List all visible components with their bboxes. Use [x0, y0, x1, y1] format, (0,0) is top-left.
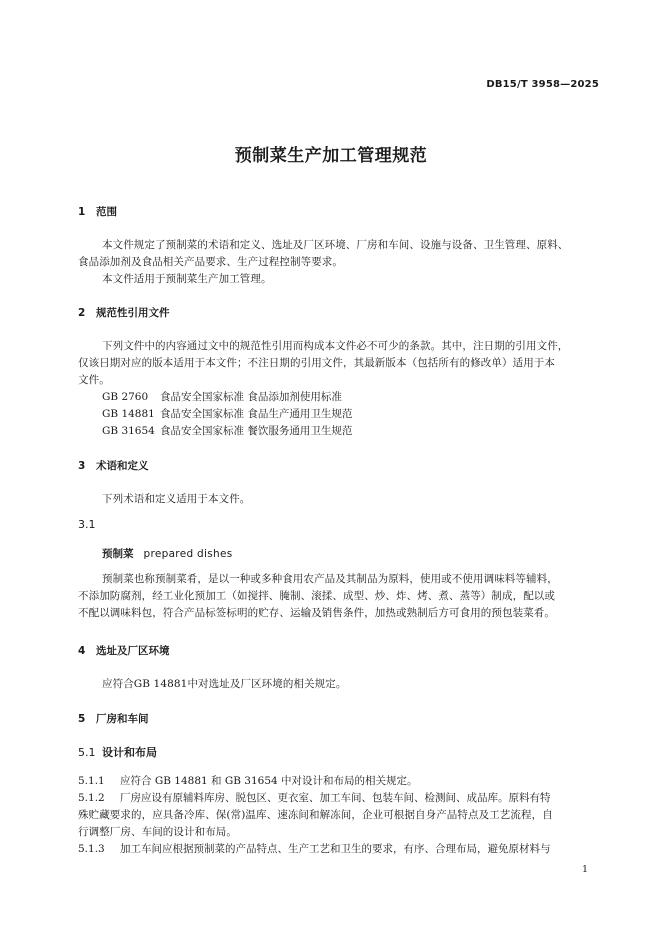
page-number: 1	[582, 864, 589, 875]
section-title: 规范性引用文件	[96, 307, 170, 319]
paragraph-line: 下列文件中的内容通过文中的规范性引用而构成本文件必不可少的条款。其中，注日期的引用文件，	[102, 340, 569, 352]
section-1-heading	[78, 204, 117, 219]
clause-text: 应符合 GB 14881 和 GB 31654 中对设计和布局的相关规定。	[120, 775, 418, 787]
paragraph-line: 本文件适用于预制菜生产加工管理。	[102, 273, 272, 285]
clause-5-1-1	[78, 773, 418, 788]
section-4-heading	[78, 643, 170, 658]
term-number: 3.1	[78, 518, 96, 531]
paragraph-line: 殊贮藏要求的，应具备冷库、保(常)温库、速冻间和解冻间，企业可根据自身产品特点及工艺流程，自	[78, 809, 553, 821]
term-name-en: prepared dishes	[143, 548, 233, 560]
term-name-cn: 预制菜	[102, 548, 134, 560]
paragraph-line: 下列术语和定义适用于本文件。	[102, 493, 251, 505]
paragraph-line: 不添加防腐剂，经工业化预加工（如搅拌、腌制、滚揉、成型、炒、炸、烤、煮、蒸等）制成，配以或	[78, 590, 555, 602]
subsection-title: 设计和布局	[102, 746, 157, 759]
term-entry	[102, 546, 233, 561]
document-title: 预制菜生产加工管理规范	[234, 146, 428, 166]
clause-text: 加工车间应根据预制菜的产品特点、生产工艺和卫生的要求，有序、合理布局，避免原材料与	[120, 843, 551, 855]
reference-item	[102, 423, 352, 438]
section-5-heading	[78, 711, 149, 726]
paragraph-line: 行调整厂房、车间的设计和布局。	[78, 826, 237, 838]
subsection-5-1-heading	[78, 744, 157, 760]
reference-title: 食品安全国家标准 食品添加剂使用标准	[160, 391, 342, 403]
clause-number: 5.1.2	[78, 792, 105, 804]
paragraph-line: 预制菜也称预制菜肴，是以一种或多种食用农产品及其制品为原料，使用或不使用调味料等辅料，	[102, 573, 558, 585]
section-number: 2	[78, 307, 86, 319]
clause-text: 厂房应设有原辅料库房、脱包区、更衣室、加工车间、包装车间、检测间、成品库。原料有特	[120, 792, 551, 804]
section-title: 厂房和车间	[96, 713, 149, 725]
section-title: 选址及厂区环境	[96, 645, 170, 657]
section-2-heading	[78, 305, 170, 320]
reference-code: GB 14881	[102, 408, 155, 420]
clause-5-1-3	[78, 841, 551, 856]
reference-code: GB 2760	[102, 391, 149, 403]
section-number: 5	[78, 713, 86, 725]
clause-5-1-2	[78, 790, 551, 805]
paragraph-line: 仅该日期对应的版本适用于本文件；不注日期的引用文件，其最新版本（包括所有的修改单）适用于本	[78, 357, 555, 369]
reference-title: 食品安全国家标准 食品生产通用卫生规范	[160, 408, 353, 420]
paragraph-line: 不配以调味料包，符合产品标签标明的贮存、运输及销售条件，加热或熟制后方可食用的预包装菜肴。	[78, 607, 555, 619]
reference-code: GB 31654	[102, 425, 155, 437]
section-number: 3	[78, 460, 86, 472]
clause-number: 5.1.1	[78, 775, 105, 787]
paragraph-line: 文件。	[78, 374, 110, 386]
section-number: 1	[78, 206, 86, 218]
subsection-number: 5.1	[78, 746, 96, 759]
section-3-heading	[78, 458, 149, 473]
clause-number: 5.1.3	[78, 843, 105, 855]
reference-title: 食品安全国家标准 餐饮服务通用卫生规范	[160, 425, 353, 437]
reference-item	[102, 389, 342, 404]
paragraph-line: 应符合GB 14881中对选址及厂区环境的相关规定。	[102, 678, 347, 690]
paragraph-line: 食品添加剂及食品相关产品要求、生产过程控制等要求。	[78, 256, 343, 268]
section-number: 4	[78, 645, 86, 657]
reference-item	[102, 406, 352, 421]
standard-number: DB15/T 3958—2025	[486, 79, 599, 90]
section-title: 范围	[96, 206, 117, 218]
paragraph-line: 本文件规定了预制菜的术语和定义、选址及厂区环境、厂房和车间、设施与设备、卫生管理、原料、	[102, 239, 569, 251]
section-title: 术语和定义	[96, 460, 149, 472]
